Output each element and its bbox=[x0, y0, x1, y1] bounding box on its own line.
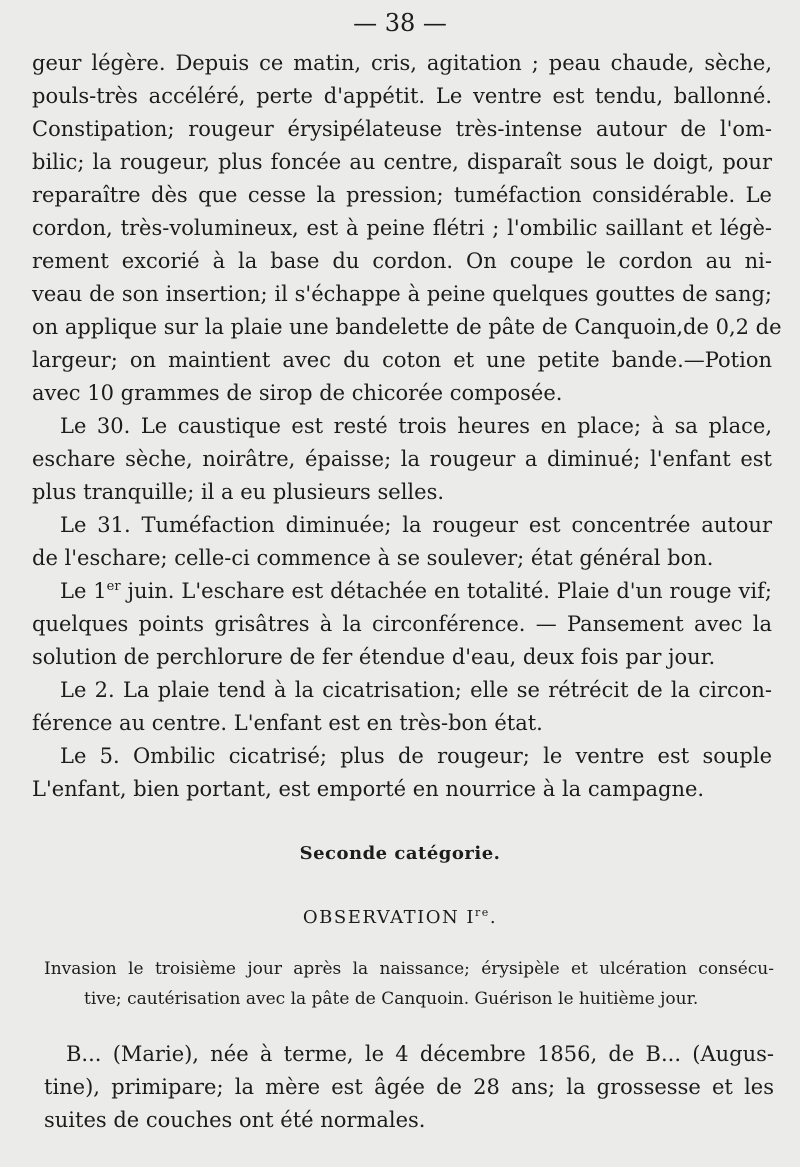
body-text bbox=[32, 47, 782, 806]
summary-line: tive; cautérisation avec la pâte de Canquoin. Guérison le huitième jour. bbox=[84, 989, 699, 1009]
body-line: geur légère. Depuis ce matin, cris, agitation ; peau chaude, sèche, bbox=[32, 51, 772, 75]
body-line: solution de perchlorure de fer étendue d'eau, deux fois par jour. bbox=[32, 645, 716, 669]
page-number: — 38 — bbox=[353, 9, 447, 37]
section-heading: Seconde catégorie. bbox=[299, 843, 501, 864]
case-line: B... (Marie), née à terme, le 4 décembre 1856, de B... (Augus- bbox=[66, 1042, 774, 1066]
body-line: Le 30. Le caustique est resté trois heures en place; à sa place, bbox=[60, 414, 772, 438]
body-line: Le 5. Ombilic cicatrisé; plus de rougeur; le ventre est souple bbox=[60, 744, 772, 768]
observation-summary bbox=[44, 954, 774, 1014]
body-line: Le 31. Tuméfaction diminuée; la rougeur est concentrée autour bbox=[60, 513, 772, 537]
body-line: Le 2. La plaie tend à la cicatrisation; elle se rétrécit de la circon- bbox=[60, 678, 772, 702]
body-line: on applique sur la plaie une bandelette de pâte de Canquoin,de 0,2 de bbox=[32, 315, 782, 339]
body-line: plus tranquille; il a eu plusieurs selles. bbox=[32, 480, 445, 504]
body-line: quelques points grisâtres à la circonférence. — Pansement avec la bbox=[32, 612, 772, 636]
body-line: reparaître dès que cesse la pression; tuméfaction considérable. Le bbox=[32, 183, 772, 207]
body-line: avec 10 grammes de sirop de chicorée composée. bbox=[32, 381, 563, 405]
body-line: rement excorié à la base du cordon. On coupe le cordon au ni- bbox=[32, 249, 772, 273]
body-line: pouls-très accéléré, perte d'appétit. Le ventre est tendu, ballonné. bbox=[32, 84, 772, 108]
case-line: suites de couches ont été normales. bbox=[44, 1108, 426, 1132]
case-line: tine), primipare; la mère est âgée de 28 ans; la grossesse et les bbox=[44, 1075, 774, 1099]
body-line: Constipation; rougeur érysipélateuse très-intense autour de l'om- bbox=[32, 117, 772, 141]
observation-suffix: . bbox=[489, 907, 498, 928]
body-line: largeur; on maintient avec du coton et une petite bande.—Potion bbox=[32, 348, 772, 372]
observation-title: OBSERVATION I bbox=[302, 907, 476, 928]
summary-line: Invasion le troisième jour après la naissance; érysipèle et ulcération consécu- bbox=[44, 959, 774, 979]
observation-heading bbox=[0, 899, 800, 932]
body-line: cordon, très-volumineux, est à peine flétri ; l'ombilic saillant et légè- bbox=[32, 216, 772, 240]
body-line: veau de son insertion; il s'échappe à peine quelques gouttes de sang; bbox=[32, 282, 772, 306]
june-line bbox=[32, 575, 772, 608]
body-line: de l'eschare; celle-ci commence à se soulever; état général bon. bbox=[32, 546, 714, 570]
body-line: L'enfant, bien portant, est emporté en nourrice à la campagne. bbox=[32, 777, 705, 801]
body-line: férence au centre. L'enfant est en très-bon état. bbox=[32, 711, 543, 735]
case-paragraph bbox=[44, 1038, 774, 1137]
june-prefix: Le 1 bbox=[60, 579, 107, 603]
june-text: juin. L'eschare est détachée en totalité. Plaie d'un rouge vif; bbox=[127, 579, 772, 603]
observation-superscript: re bbox=[475, 906, 490, 919]
june-superscript: er bbox=[106, 579, 121, 594]
body-line: eschare sèche, noirâtre, épaisse; la rougeur a diminué; l'enfant est bbox=[32, 447, 772, 471]
body-line: bilic; la rougeur, plus foncée au centre, disparaît sous le doigt, pour bbox=[32, 150, 772, 174]
